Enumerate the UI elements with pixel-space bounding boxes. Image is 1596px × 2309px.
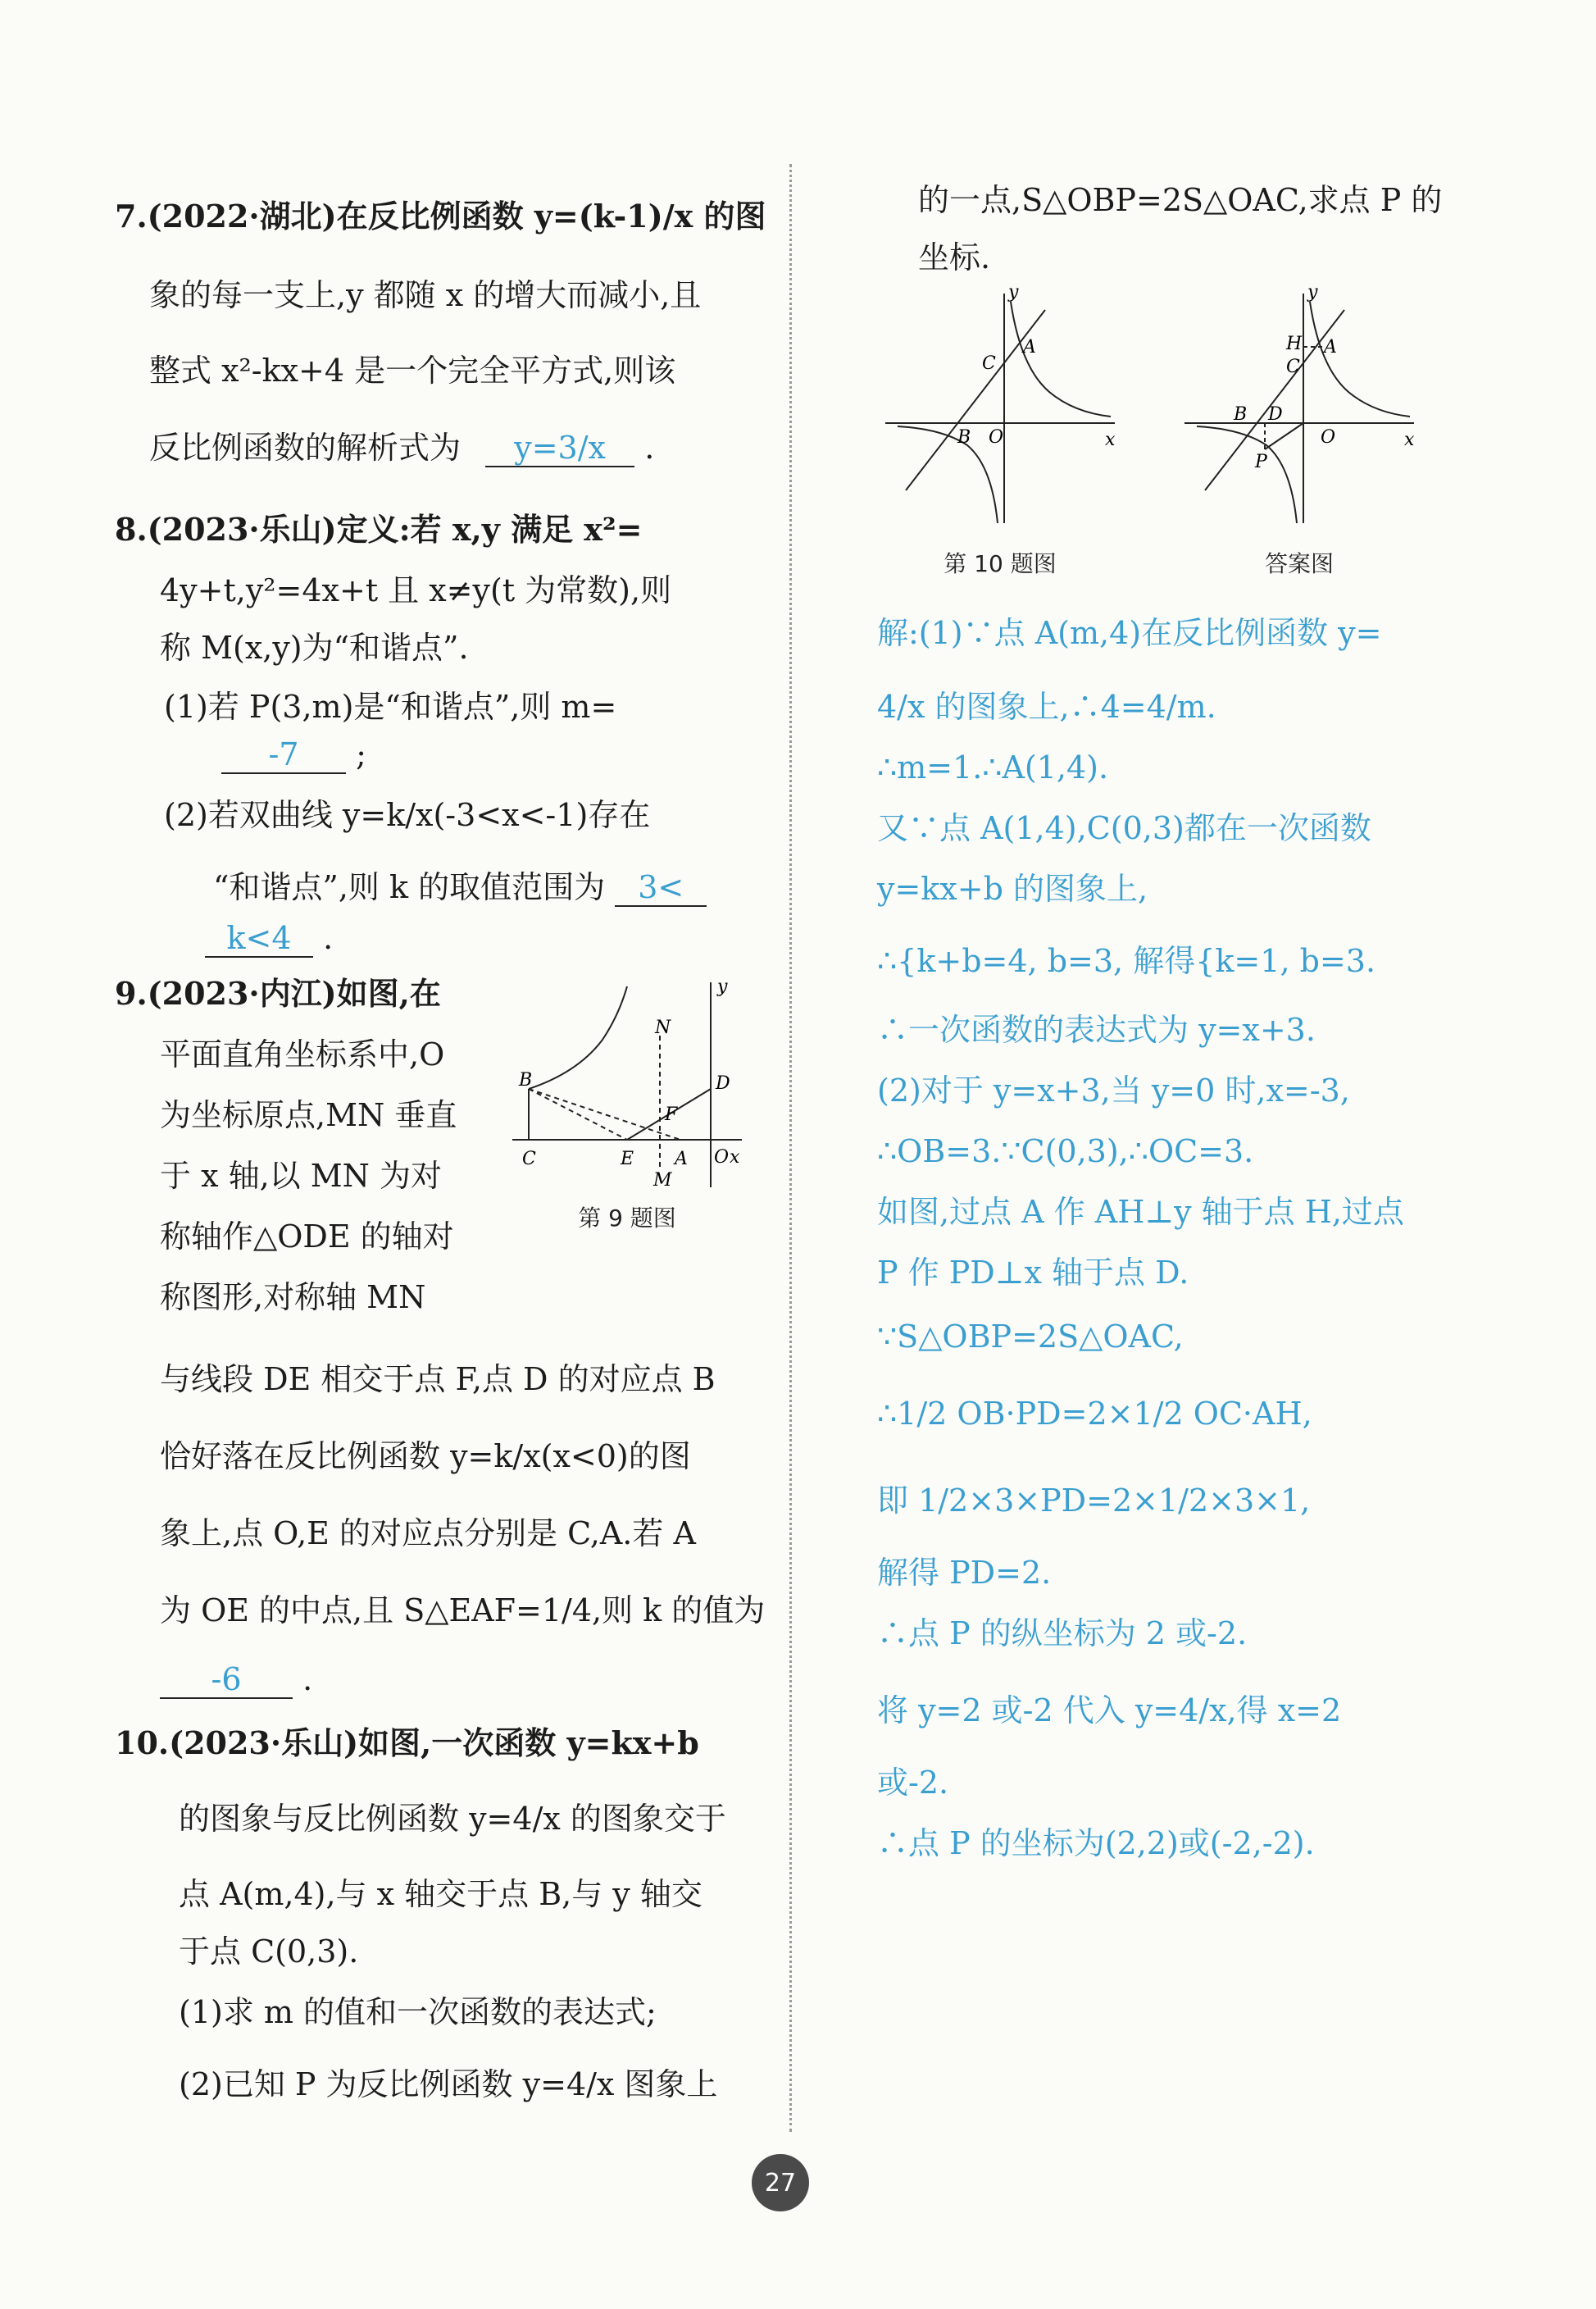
q9-line-5: 称轴作△ODE 的轴对	[160, 1218, 454, 1255]
q9-label-C: C	[522, 1149, 536, 1169]
column-divider	[789, 164, 792, 2132]
q9-label-x: x	[730, 1147, 740, 1168]
solution-line-15: 解得 PD=2.	[877, 1555, 1052, 1591]
solution-line-2: 4/x 的图象上,∴4=4/m.	[877, 689, 1216, 725]
q8-line-3: 称 M(x,y)为“和谐点”.	[160, 630, 469, 666]
q8-part1: (1)若 P(3,m)是“和谐点”,则 m=	[164, 689, 617, 725]
q7-line-4-text: 反比例函数的解析式为	[149, 430, 462, 466]
ans-label-B: B	[1234, 404, 1248, 425]
q10-figure	[877, 277, 1123, 579]
q10-cont-line-2: 坐标.	[918, 239, 991, 276]
q8-part2-answer-b: k<4	[205, 920, 313, 958]
q8-part1-answer-line: -7 ;	[115, 735, 754, 774]
q9-line-9: 象上,点 O,E 的对应点分别是 C,A.若 A	[160, 1515, 696, 1551]
answer-diagram	[1176, 277, 1422, 540]
q9-label-B: B	[519, 1070, 533, 1091]
ans-label-x: x	[1404, 430, 1415, 450]
answer-figure	[1176, 277, 1422, 579]
q9-line-3: 为坐标原点,MN 垂直	[160, 1097, 457, 1133]
q8-part2: (2)若双曲线 y=k/x(-3<x<-1)存在	[164, 797, 651, 833]
q9-answer: -6	[160, 1661, 293, 1699]
solution-line-11: P 作 PD⊥x 轴于点 D.	[877, 1255, 1189, 1291]
solution-line-8: (2)对于 y=x+3,当 y=0 时,x=-3,	[877, 1073, 1350, 1109]
q9-label-F: F	[665, 1104, 678, 1125]
ans-label-D: D	[1268, 404, 1283, 425]
q7-answer: y=3/x	[485, 430, 634, 467]
solution-line-18: 或-2.	[877, 1765, 949, 1801]
q9-figure	[504, 974, 750, 1233]
right-column	[877, 172, 1467, 1863]
q9-line-8: 恰好落在反比例函数 y=k/x(x<0)的图	[160, 1438, 691, 1474]
ans-label-A: A	[1324, 337, 1337, 358]
solution-line-16: ∴点 P 的纵坐标为 2 或-2.	[877, 1615, 1248, 1651]
solution-line-13: ∴1/2 OB·PD=2×1/2 OC·AH,	[877, 1396, 1312, 1432]
q10-label-C: C	[982, 353, 996, 374]
solution-line-6: ∴{k+b=4, b=3, 解得{k=1, b=3.	[877, 943, 1376, 979]
q10-figures	[877, 277, 1467, 605]
page-number: 27	[752, 2154, 809, 2211]
q10-line-2: 的图象与反比例函数 y=4/x 的图象交于	[179, 1801, 726, 1837]
ans-label-H: H	[1286, 334, 1303, 354]
solution-line-1: 解:(1)∵点 A(m,4)在反比例函数 y=	[877, 615, 1382, 651]
q9-label-O: O	[714, 1147, 730, 1168]
q9-label-y: y	[717, 977, 728, 997]
q9-label-N: N	[655, 1018, 671, 1038]
q9-line-6: 称图形,对称轴 MN	[160, 1279, 426, 1315]
solution-line-12: ∵S△OBP=2S△OAC,	[877, 1318, 1184, 1355]
q10-caption: 第 10 题图	[944, 550, 1057, 577]
solution	[877, 613, 1467, 1863]
solution-line-17: 将 y=2 或-2 代入 y=4/x,得 x=2	[877, 1692, 1342, 1728]
q10-line-4: 于点 C(0,3).	[179, 1933, 359, 1970]
ans-label-O: O	[1321, 427, 1336, 448]
solution-line-5: y=kx+b 的图象上,	[877, 871, 1148, 907]
q9-line-4: 于 x 轴,以 MN 为对	[160, 1158, 442, 1194]
ans-label-C: C	[1286, 357, 1300, 377]
q10-label-y: y	[1008, 282, 1019, 303]
q10-label-O: O	[989, 427, 1004, 448]
q9-caption: 第 9 题图	[578, 1205, 676, 1232]
answer-caption: 答案图	[1264, 550, 1334, 577]
solution-line-14: 即 1/2×3×PD=2×1/2×3×1,	[877, 1482, 1311, 1519]
q10-label-A: A	[1023, 337, 1036, 358]
q7-line-4: 反比例函数的解析式为 y=3/x .	[149, 430, 655, 466]
q8-part2-answer-a: 3<	[615, 869, 707, 907]
q10-diagram	[877, 277, 1123, 540]
q9-label-M: M	[653, 1170, 672, 1191]
solution-line-10: 如图,过点 A 作 AH⊥y 轴于点 H,过点	[877, 1194, 1404, 1230]
q8-part2-line2	[115, 868, 754, 907]
q9-line-10: 为 OE 的中点,且 S△EAF=1/4,则 k 的值为	[160, 1592, 766, 1628]
solution-line-9: ∴OB=3.∵C(0,3),∴OC=3.	[877, 1133, 1254, 1169]
q10-label-B: B	[957, 427, 971, 448]
ans-label-P: P	[1255, 452, 1267, 472]
left-column	[115, 172, 766, 2104]
q10-label-x: x	[1105, 430, 1116, 450]
q9-line-7: 与线段 DE 相交于点 F,点 D 的对应点 B	[160, 1361, 716, 1397]
q10-part1: (1)求 m 的值和一次函数的表达式;	[179, 1994, 657, 2030]
q7-line-3: 整式 x²-kx+4 是一个完全平方式,则该	[149, 353, 676, 389]
q10-cont-line-1: 的一点,S△OBP=2S△OAC,求点 P 的	[918, 182, 1443, 218]
ans-label-y: y	[1307, 282, 1318, 303]
q8-part2-line3: k<4 .	[115, 918, 754, 958]
q8-part1-answer: -7	[221, 736, 346, 774]
q9-diagram	[504, 974, 750, 1195]
q9-label-D: D	[716, 1073, 730, 1094]
q9-block	[115, 974, 754, 1368]
solution-line-4: 又∵点 A(1,4),C(0,3)都在一次函数	[877, 810, 1371, 846]
solution-line-7: ∴一次函数的表达式为 y=x+3.	[877, 1012, 1316, 1048]
q7-line-1: 7.(2022·湖北)在反比例函数 y=(k-1)/x 的图	[115, 198, 766, 235]
q10-part2: (2)已知 P 为反比例函数 y=4/x 图象上	[179, 2066, 718, 2102]
q10-line-3: 点 A(m,4),与 x 轴交于点 B,与 y 轴交	[179, 1876, 703, 1912]
q8-line-2: 4y+t,y²=4x+t 且 x≠y(t 为常数),则	[160, 572, 672, 608]
q9-label-E: E	[621, 1149, 634, 1169]
q7-line-2: 象的每一支上,y 都随 x 的增大而减小,且	[149, 277, 702, 313]
solution-line-19: ∴点 P 的坐标为(2,2)或(-2,-2).	[877, 1825, 1315, 1861]
q9-line-1: 9.(2023·内江)如图,在	[115, 975, 441, 1012]
q9-line-2: 平面直角坐标系中,O	[160, 1036, 445, 1073]
q8-line-1: 8.(2023·乐山)定义:若 x,y 满足 x²=	[115, 511, 643, 548]
q8-part2-line2-text: “和谐点”,则 k 的取值范围为	[213, 869, 606, 905]
q10-line-1: 10.(2023·乐山)如图,一次函数 y=kx+b	[115, 1724, 699, 1761]
q9-label-A: A	[675, 1149, 688, 1169]
q9-answer-line: -6 .	[115, 1660, 754, 1699]
solution-line-3: ∴m=1.∴A(1,4).	[877, 749, 1109, 786]
q9-text	[115, 974, 457, 1317]
